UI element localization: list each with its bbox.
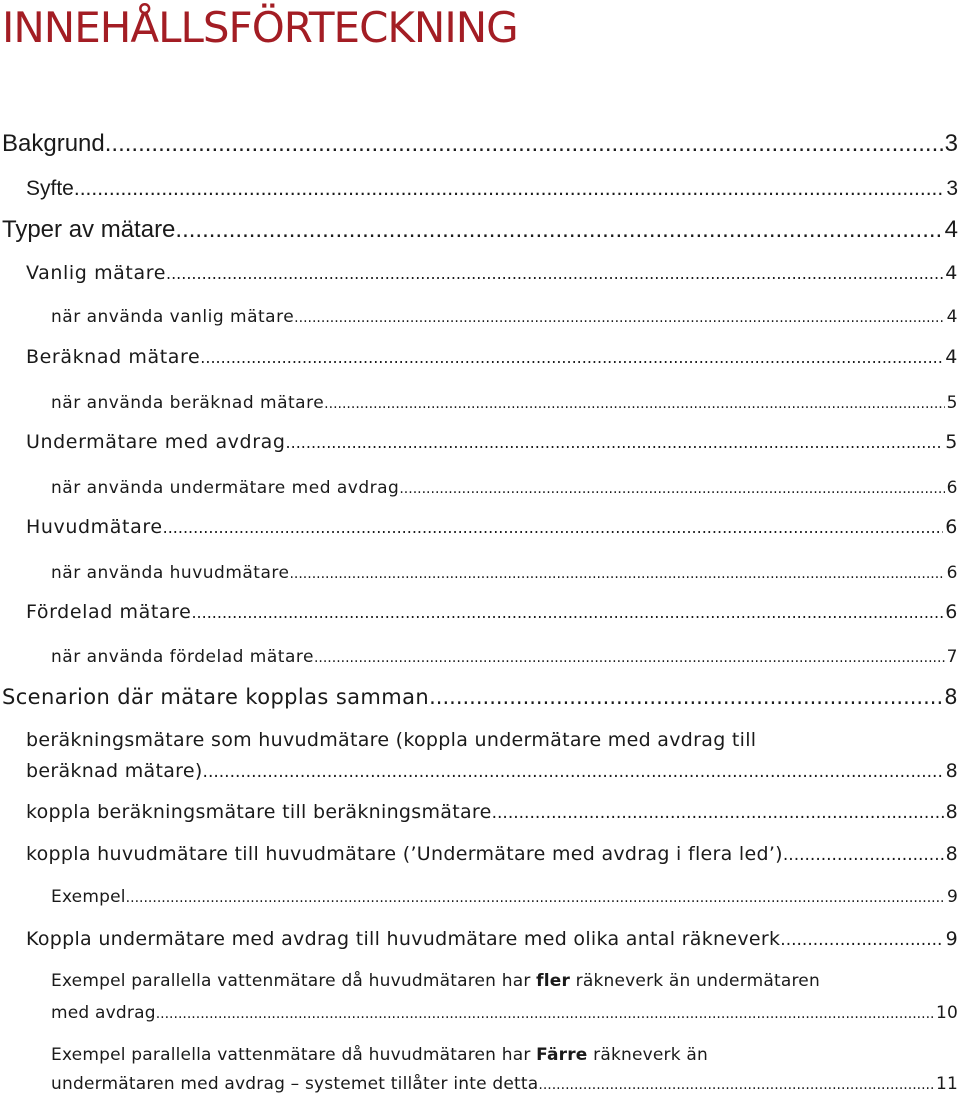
dot-leader: [429, 685, 942, 709]
toc-page-number: 4: [945, 262, 958, 284]
toc-page-number: 11: [935, 1074, 958, 1094]
toc-entry-title: Syfte: [26, 177, 74, 200]
dot-leader: [289, 563, 944, 583]
dot-leader: [163, 516, 944, 538]
toc-page-number: 3: [946, 177, 958, 200]
toc-page-number: 5: [945, 431, 958, 453]
toc-entry-vanlig-matare[interactable]: [26, 262, 958, 284]
toc-entry-title: Huvudmätare: [26, 516, 163, 538]
toc-entry-title: Scenarion där mätare kopplas samman: [2, 685, 430, 709]
toc-entry-title: Beräknad mätare: [26, 346, 201, 368]
toc-entry-beraknad-matare[interactable]: [26, 346, 958, 368]
toc-entry-title: Fördelad mätare: [26, 601, 192, 623]
toc-page-number: 8: [945, 801, 958, 823]
toc-entry-huvudmatare[interactable]: [26, 516, 958, 538]
toc-entry-syfte[interactable]: [26, 177, 958, 201]
toc-entry-nar-anvanda-undermatare-med-avdrag[interactable]: [51, 478, 958, 498]
dot-leader: [314, 647, 945, 667]
toc-page-number: 9: [945, 928, 958, 950]
toc-entry-title: undermätaren med avdrag – systemet tillåter inte detta: [51, 1074, 539, 1094]
toc-entry-nar-anvanda-huvudmatare[interactable]: [51, 563, 958, 583]
toc-page-number: 6: [945, 601, 958, 623]
toc-page-number: 4: [945, 346, 958, 368]
toc-entry-koppla-undermatare-olika-antal[interactable]: [26, 928, 958, 950]
toc-entry-title: koppla huvudmätare till huvudmätare (’Undermätare med avdrag i flera led’): [26, 843, 783, 865]
dot-leader: [200, 346, 943, 368]
toc-entry-bakgrund[interactable]: [2, 130, 958, 158]
text-segment: räkneverk än: [587, 1045, 708, 1065]
toc-entry-title: Koppla undermätare med avdrag till huvudmätare med olika antal räkneverk: [26, 928, 781, 950]
emphasis-text: Färre: [536, 1045, 588, 1065]
toc-page-number: 6: [946, 478, 958, 498]
toc-entry-title: med avdrag: [51, 1003, 156, 1023]
toc-entry-berakningsmatare-som-huvudmatare-line1[interactable]: beräkningsmätare som huvudmätare (koppla undermätare med avdrag till: [26, 729, 757, 751]
text-segment: Exempel parallella vattenmätare då huvudmätaren har: [51, 971, 537, 991]
toc-entry-typer-av-matare[interactable]: [2, 216, 958, 244]
toc-page-number: 7: [946, 647, 958, 667]
toc-page-number: 3: [944, 130, 958, 157]
toc-page-number: 4: [944, 216, 958, 243]
text-segment: Exempel parallella vattenmätare då huvudmätaren har: [51, 1045, 537, 1065]
dot-leader: [780, 928, 943, 950]
dot-leader: [203, 760, 944, 782]
toc-entry-scenarion[interactable]: [2, 685, 958, 709]
toc-entry-title: koppla beräkningsmätare till beräkningsmätare: [26, 801, 492, 823]
toc-entry-koppla-berakningsmatare[interactable]: [26, 801, 958, 823]
toc-page-number: 4: [946, 307, 958, 327]
toc-entry-title: Undermätare med avdrag: [26, 431, 286, 453]
toc-entry-title: Typer av mätare: [2, 216, 176, 243]
toc-entry-title: när använda fördelad mätare: [51, 647, 314, 667]
toc-entry-exempel[interactable]: [51, 887, 958, 907]
toc-entry-title: när använda vanlig mätare: [51, 307, 295, 327]
toc-entry-undermatare-med-avdrag[interactable]: [26, 431, 958, 453]
dot-leader: [324, 393, 945, 413]
toc-entry-nar-anvanda-beraknad-matare[interactable]: [51, 393, 958, 413]
toc-page-number: 8: [945, 760, 958, 782]
toc-entry-exempel-farre-line1[interactable]: [51, 1045, 958, 1065]
toc-page-number: 10: [935, 1003, 958, 1023]
dot-leader: [74, 177, 944, 201]
page-title: INNEHÅLLSFÖRTECKNING: [2, 3, 518, 52]
dot-leader: [191, 601, 943, 623]
toc-page-number: 8: [945, 843, 958, 865]
toc-page-number: 8: [944, 685, 958, 709]
toc-entry-exempel-fler-line1[interactable]: [51, 971, 958, 991]
dot-leader: [538, 1074, 934, 1094]
toc-entry-title: när använda huvudmätare: [51, 563, 290, 583]
dot-leader: [294, 307, 945, 327]
text-segment: räkneverk än undermätaren: [570, 971, 820, 991]
dot-leader: [166, 262, 943, 284]
toc-page-number: 5: [946, 393, 958, 413]
toc-entry-fordelad-matare[interactable]: [26, 601, 958, 623]
dot-leader: [156, 1003, 934, 1023]
emphasis-text: fler: [536, 971, 571, 991]
toc-entry-exempel-farre[interactable]: [51, 1074, 958, 1094]
toc-entry-koppla-huvudmatare[interactable]: [26, 843, 958, 865]
dot-leader: [492, 801, 944, 823]
toc-entry-exempel-fler[interactable]: [51, 1003, 958, 1023]
toc-page-number: 9: [946, 887, 958, 907]
toc-entry-title: Vanlig mätare: [26, 262, 166, 284]
dot-leader: [783, 843, 944, 865]
toc-page-number: 6: [945, 516, 958, 538]
toc-entry-berakningsmatare-som-huvudmatare[interactable]: [26, 760, 958, 782]
toc-entry-title: när använda beräknad mätare: [51, 393, 325, 413]
dot-leader: [286, 431, 944, 453]
dot-leader: [175, 216, 942, 244]
toc-entry-nar-anvanda-vanlig-matare[interactable]: [51, 307, 958, 327]
toc-entry-title: beräknad mätare): [26, 760, 203, 782]
dot-leader: [126, 887, 945, 907]
toc-entry-nar-anvanda-fordelad-matare[interactable]: [51, 647, 958, 667]
toc-entry-title: Exempel: [51, 887, 126, 907]
dot-leader: [399, 478, 944, 498]
toc-entry-title: när använda undermätare med avdrag: [51, 478, 400, 498]
dot-leader: [105, 130, 943, 158]
toc-entry-title: Bakgrund: [2, 130, 105, 157]
toc-page-number: 6: [946, 563, 958, 583]
